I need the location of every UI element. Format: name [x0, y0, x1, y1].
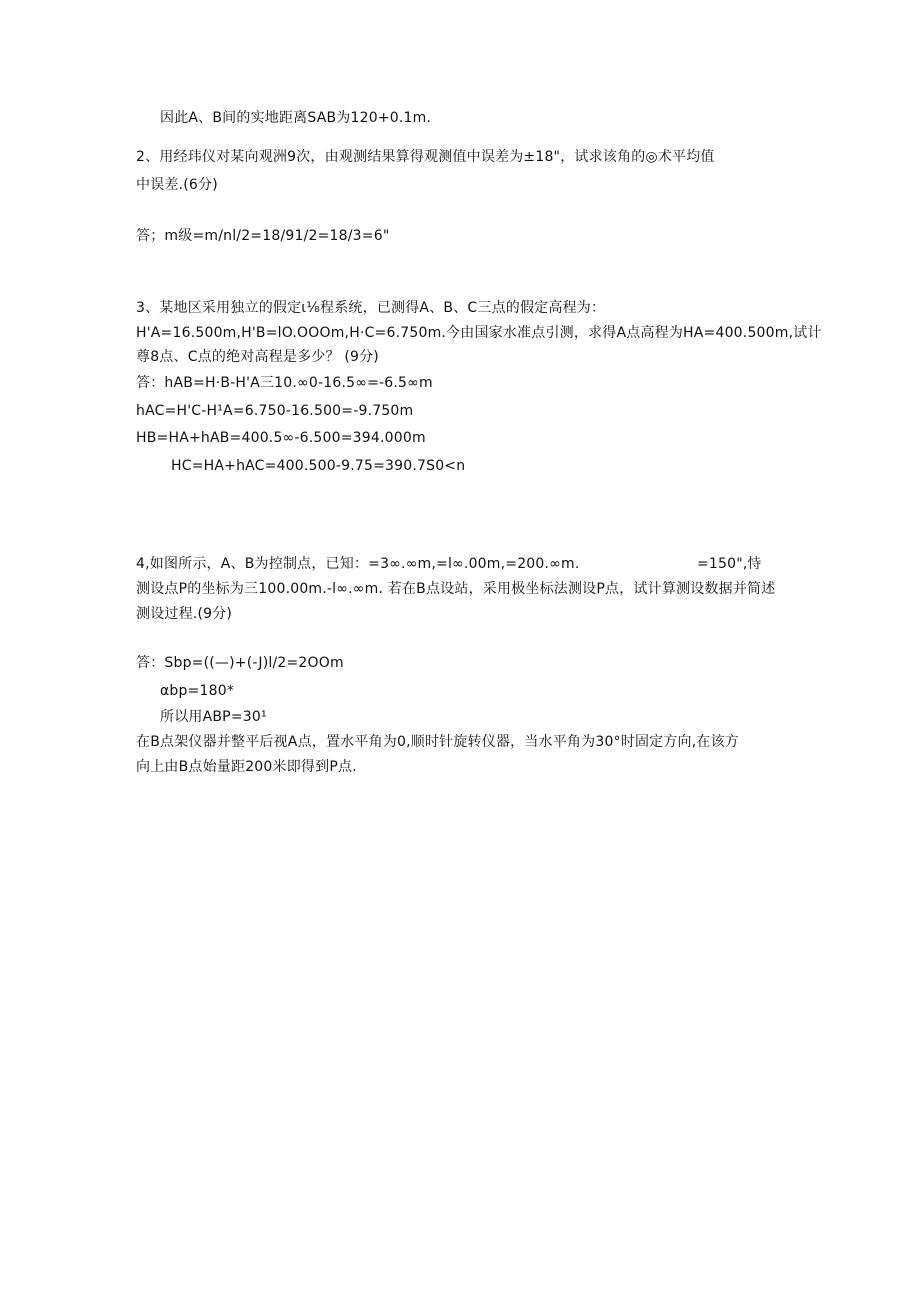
answer-4-line-2: αbp=180*: [160, 683, 235, 699]
answer-4-line-5: 向上由B点始量距200米即得到P点.: [136, 759, 357, 775]
answer-3-line-1: 答：hAB=H·B-H'A三10.∞0-16.5∞=-6.5∞m: [136, 375, 433, 391]
question-2-line-2: 中误差.(6分): [136, 177, 218, 193]
question-4-line-3: 测设过程.(9分): [136, 606, 233, 622]
answer-2: 答；m级=m/nl/2=18/91/2=18/3=6": [136, 228, 390, 244]
question-4-line-2: 测设点P的坐标为三100.00m.-l∞.∞m. 若在B点设站，采用极坐标法测设P点，试计算测设数据并简述: [136, 581, 776, 597]
answer-4-line-4: 在B点架仪器并整平后视A点，置水平角为0,顺时针旋转仪器，当水平角为30°时固定方向,在该方: [136, 734, 740, 750]
question-2-line-1: 2、用经玮仪对某向观洲9次，由观测结果算得观测值中误差为±18"，试求该角的◎术平均值: [136, 149, 715, 165]
question-4-line-1: 4,如图所示，A、B为控制点，已知：=3∞.∞m,=l∞.00m,=200.∞m.: [136, 556, 580, 572]
answer-4-line-3: 所以用ABP=30¹: [160, 709, 267, 725]
answer-3-line-3: HB=HA+hAB=400.5∞-6.500=394.000m: [136, 430, 426, 446]
question-4-line-1-tail: =150",恃: [697, 556, 762, 572]
text-line-1: 因此A、B间的实地距离SAB为120+0.1m.: [160, 110, 432, 126]
question-3-line-1: 3、某地区采用独立的假定ι⅛程系统，已测得A、B、C三点的假定高程为：: [136, 300, 606, 316]
question-3-line-2: H'A=16.500m,H'B=lO.OOOm,H·C=6.750m.今由国家水准点引测，求得A点高程为HA=400.500m,试计: [136, 325, 822, 341]
answer-3-line-4: HC=HA+hAC=400.500-9.75=390.7S0<n: [171, 458, 466, 474]
question-3-line-3: 尊8点、C点的绝对高程是多少？ (9分): [136, 349, 379, 365]
answer-3-line-2: hAC=H'C-H¹A=6.750-16.500=-9.750m: [136, 403, 414, 419]
answer-4-line-1: 答：Sbp=((—)+(-J)l/2=2OOm: [136, 655, 344, 671]
